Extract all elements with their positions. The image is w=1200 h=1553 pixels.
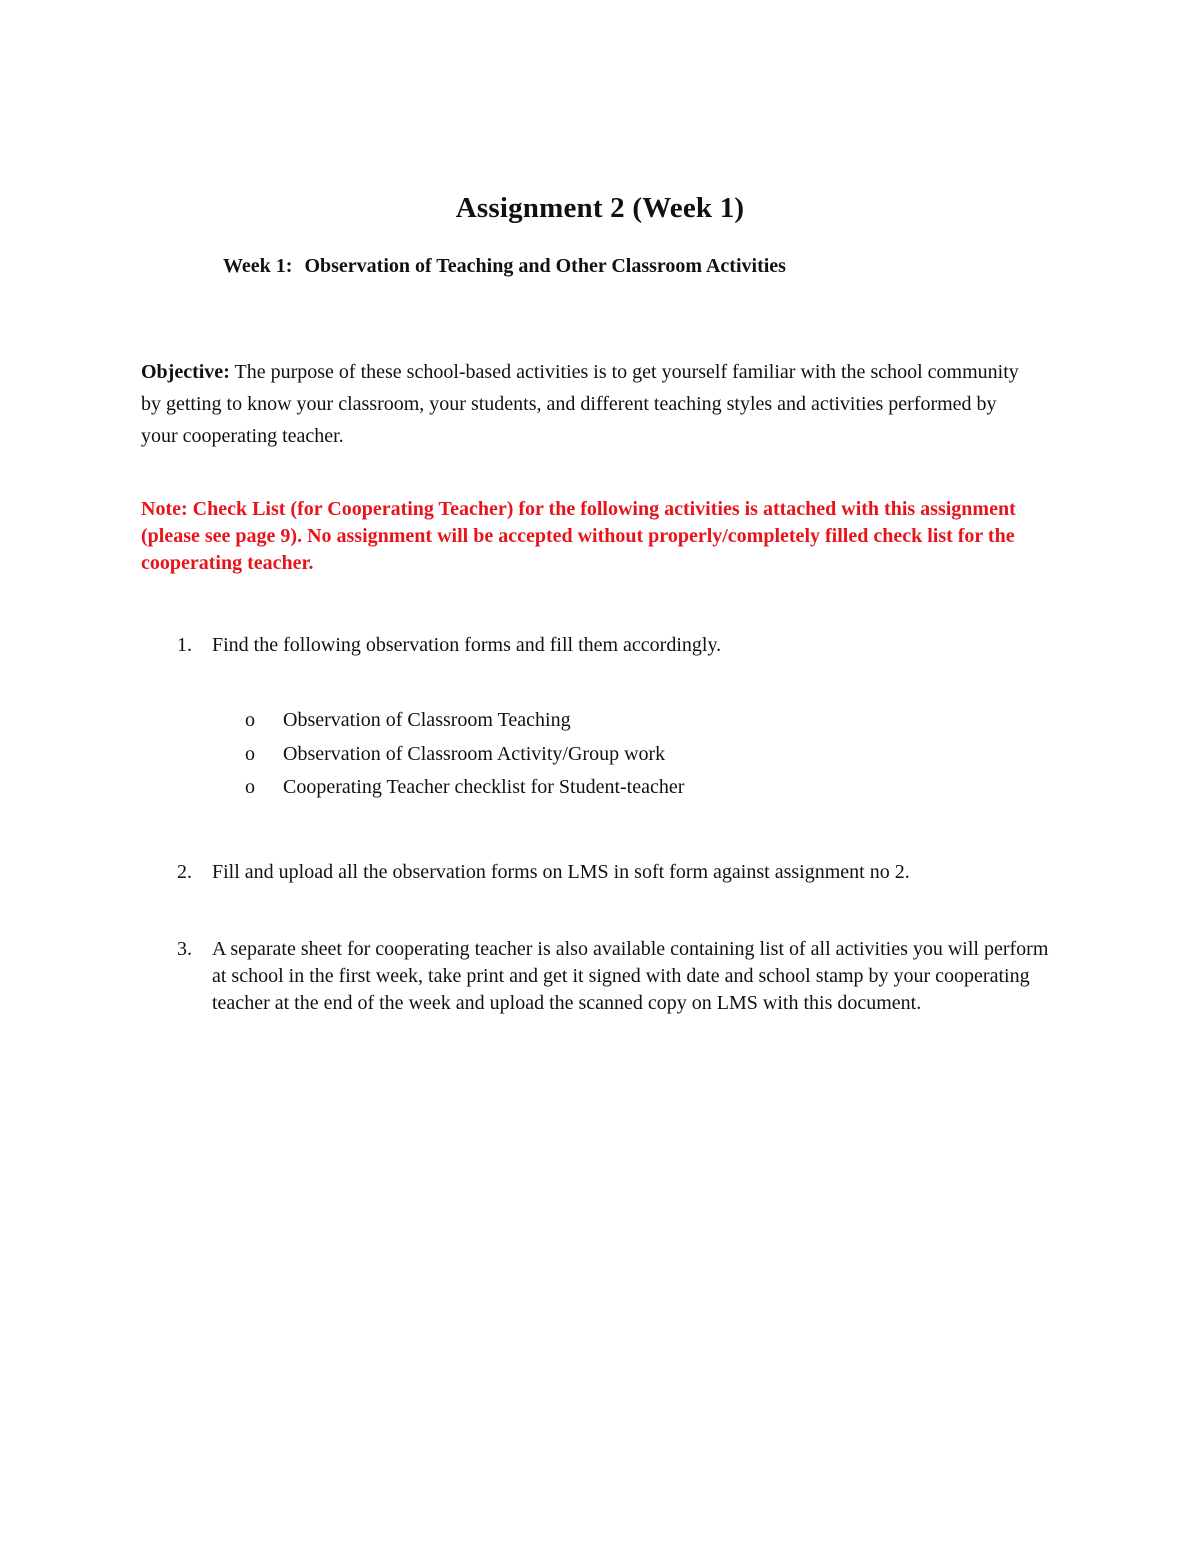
list-item-number: 1. [177,634,192,656]
subtitle-week: Week 1: [223,255,293,277]
document-subtitle [223,255,786,278]
list-item-text: Fill and upload all the observation forms on LMS in soft form against assignment no 2. [212,861,910,883]
list-item-text: A separate sheet for cooperating teacher is also available containing list of all activities you will perform at school in the first week, take print and get it signed with date and school stamp by your cooperating teacher at the end of the week and upload the scanned copy on LMS with this document. [212,938,1049,1014]
list-item-text: Find the following observation forms and fill them accordingly. [212,634,722,656]
list-item-number: 3. [177,938,192,960]
bullet-marker: o [245,742,255,765]
list-item-number: 2. [177,861,192,883]
subtitle-topic: Observation of Teaching and Other Classroom Activities [304,255,786,277]
bullet-marker: o [245,709,255,731]
document-title: Assignment 2 (Week 1) [455,192,745,224]
objective-text: The purpose of these school-based activities is to get yourself familiar with the school community by getting to know your classroom, your students, and different teaching styles and activities performed by your cooperating teacher. [141,361,1019,447]
objective-paragraph [141,356,1021,452]
bullet-text: Observation of Classroom Activity/Group work [283,742,666,765]
bullet-marker: o [245,776,255,798]
objective-label: Objective: [141,361,230,383]
bullet-text: Observation of Classroom Teaching [283,709,571,731]
bullet-text: Cooperating Teacher checklist for Student-teacher [283,776,685,798]
note-paragraph: Note: Check List (for Cooperating Teacher) for the following activities is attached with this assignment (please see page 9). No assignment will be accepted without properly/completely filled check list for the cooperating teacher. [141,498,1016,574]
